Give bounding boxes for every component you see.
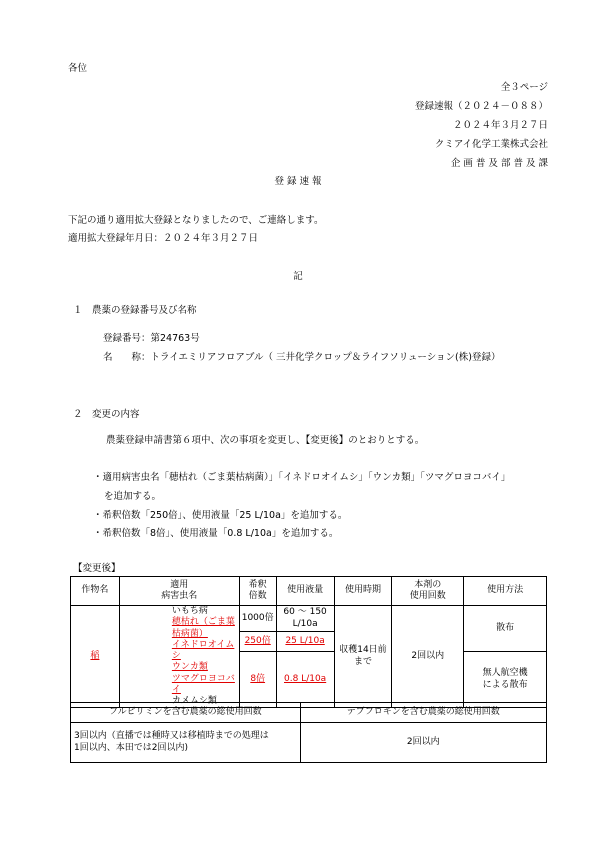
- ki-label: 記: [293, 271, 303, 282]
- method-drone: 無人航空機 による散布: [464, 652, 547, 708]
- change-summary: 農薬登録申請書第６項中、次の事項を変更し、【変更後】のとおりとする。: [106, 435, 425, 446]
- department-name: 企 画 普 及 部 普 及 課: [450, 158, 548, 169]
- header-crop: 作物名: [71, 577, 120, 606]
- header-dilution: 希釈 倍数: [239, 577, 276, 606]
- pest-cell: いもち病 穂枯れ（ごま葉枯病菌） イネドロオイムシ ウンカ類 ツマグロヨコバイ カメムシ類: [119, 606, 239, 708]
- registration-number: 登録番号：第24763号: [103, 333, 200, 344]
- volume-25: 25 L/10a: [276, 632, 334, 652]
- section1-heading: １ 農薬の登録番号及び名称: [73, 305, 197, 316]
- company-name: クミアイ化学工業株式会社: [434, 139, 548, 150]
- application-table: [70, 576, 547, 708]
- crop-cell: 稲: [71, 606, 120, 708]
- timing-cell: 収穫14日前 まで: [334, 606, 392, 708]
- document-title: 登 録 速 報: [274, 176, 322, 187]
- count-cell: 2回以内: [392, 606, 464, 708]
- tebufloquin-count: 2回以内: [300, 723, 546, 763]
- page-count: 全３ページ: [500, 82, 548, 93]
- tebufloquin-header: テブフロキンを含む農薬の総使用回数: [300, 703, 546, 723]
- bullet-item-cont: を追加する。: [104, 491, 162, 502]
- header-method: 使用方法: [464, 577, 547, 606]
- product-name: 名 称：トライエミリアフロアブル（ 三井化学クロップ＆ライフソリューション(株)登録）: [103, 352, 501, 363]
- intro-text: 下記の通り適用拡大登録となりましたので、ご連絡します。: [68, 215, 324, 226]
- fluprimin-header: フルピリミンを含む農薬の総使用回数: [71, 703, 301, 723]
- header-pest: 適用 病害虫名: [119, 577, 239, 606]
- volume-60-150: 60 ～ 150 L/10a: [276, 606, 334, 632]
- header-timing: 使用時期: [334, 577, 392, 606]
- method-spray: 散布: [464, 606, 547, 652]
- header-count: 本剤の 使用回数: [392, 577, 464, 606]
- volume-0-8: 0.8 L/10a: [276, 652, 334, 708]
- addressee: 各位: [68, 63, 88, 74]
- header-volume: 使用液量: [276, 577, 334, 606]
- bullet-item: ・適用病害虫名「穂枯れ（ごま葉枯病菌）」「イネドロオイムシ」「ウンカ類」「ツマグロヨコバイ」: [93, 472, 511, 483]
- bulletin-number: 登録速報（２０２４－０８８）: [414, 101, 548, 112]
- after-label: 【変更後】: [73, 563, 121, 574]
- total-usage-table: [70, 702, 547, 763]
- issue-date: ２０２４年３月２７日: [452, 120, 548, 131]
- bullet-item: ・希釈倍数「250倍」、使用液量「25 L/10a」を追加する。: [93, 510, 348, 521]
- registration-date-text: 適用拡大登録年月日：２０２４年３月２７日: [68, 233, 259, 244]
- bullet-item: ・希釈倍数「8倍」、使用液量「0.8 L/10a」を追加する。: [93, 528, 339, 539]
- dilution-1000: 1000倍: [239, 606, 276, 632]
- fluprimin-count: 3回以内（直播では種時又は移植時までの処理は 1回以内、本田では2回以内): [71, 723, 301, 763]
- dilution-250: 250倍: [239, 632, 276, 652]
- section2-heading: ２ 変更の内容: [73, 409, 140, 420]
- dilution-8: 8倍: [239, 652, 276, 708]
